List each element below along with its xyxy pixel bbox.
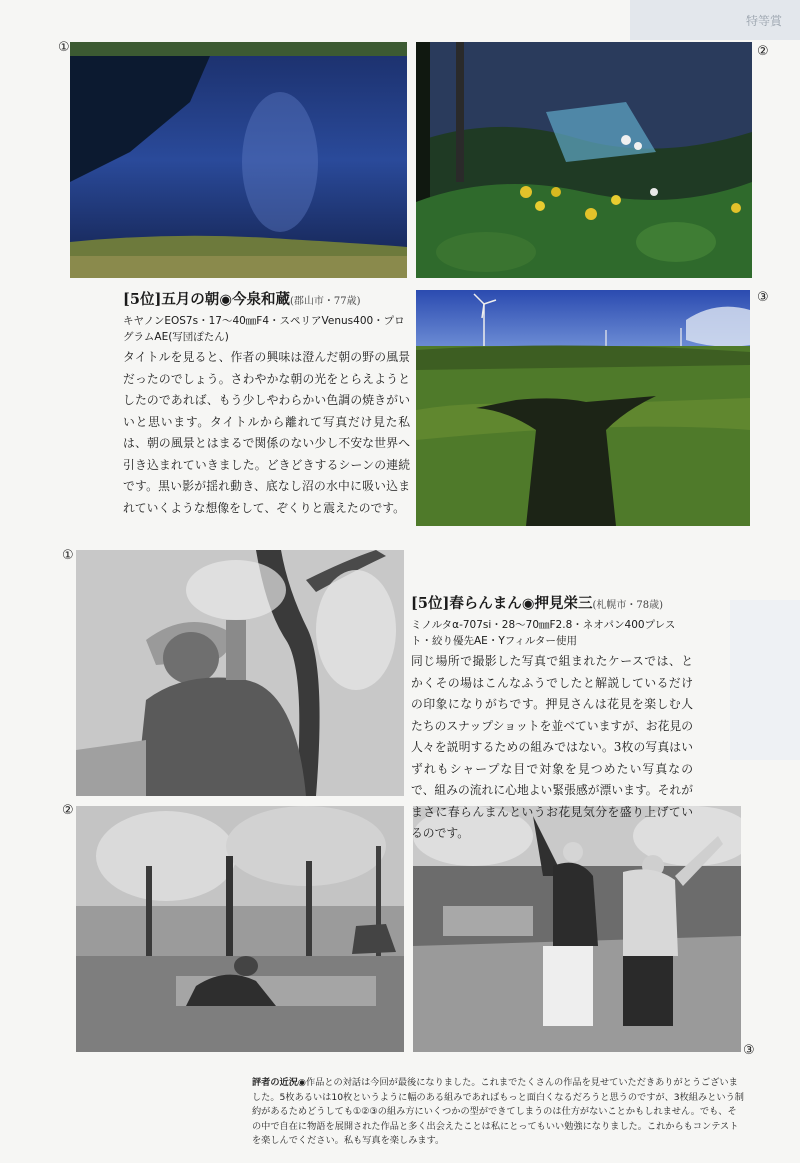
section-tab <box>630 0 800 40</box>
photo-number-2a: ① <box>62 548 74 563</box>
section2-body: 同じ場所で撮影した写真で組まれたケースでは、とかくその場はこんなふうでしたと解説しているだけの印象になりがちです。押見さんは花見を楽しむ人たちのスナップショットを並べていますが、お花見の人々を説明するための組みではない。3枚の写真はいずれもシャープな目で対象を見つめたい写真なので、組みの流れに心地よい緊張感が漂います。それがまさに春らんまんというお花見気分を盛り上げているのです。 <box>411 654 693 840</box>
section1-title <box>123 288 410 309</box>
section1-marker: ◉ <box>219 291 232 308</box>
photo-picnic-grove <box>76 806 404 1052</box>
section1-rank: [5位] <box>123 291 162 308</box>
section1-work-title: 五月の朝 <box>161 291 220 308</box>
photo-number-2b: ② <box>62 803 74 818</box>
section2-author: 押見栄三 <box>534 595 593 612</box>
photo-meadow-shadow <box>416 290 750 526</box>
section1-spec: キヤノンEOS7s・17〜40㎜F4・スペリアVenus400・プログラムAE(写団ぽたん) <box>123 315 405 343</box>
section2-text <box>411 592 693 845</box>
photo-pond-morning <box>70 42 407 278</box>
photo-number-2c: ③ <box>743 1043 755 1058</box>
reviewer-note <box>252 1076 744 1149</box>
side-band <box>730 600 800 760</box>
section2-title <box>411 592 693 613</box>
section1-meta: (郡山市・77歳) <box>289 296 361 307</box>
section2-spec: ミノルタα-707si・28〜70㎜F2.8・ネオパン400プレスト・絞り優先AE・Yフィルター使用 <box>411 619 676 647</box>
section1-body: タイトルを見ると、作者の興味は澄んだ朝の野の風景だったのでしょう。さわやかな朝の光をとらえようとしたのであれば、もう少しやわらかい色調の焼きがいいと思います。タイトルから離れて写真だけ見た私は、朝の風景とはまるで関係のない少し不安な世界へ引き込まれていきました。どきどきするシーンの連続です。黒い影が揺れ動き、底なし沼の水中に吸い込まれていくような想像をして、ぞくりと震えたのです。 <box>123 350 410 515</box>
section2-marker: ◉ <box>521 595 535 612</box>
photo-number-1a: ① <box>58 40 70 55</box>
photo-woman-blossoms <box>76 550 404 796</box>
section2-meta: (札幌市・78歳) <box>592 600 663 611</box>
section1-text <box>123 288 410 519</box>
section1-author: 今泉和蔵 <box>231 291 290 308</box>
section-tab-label: 特等賞 <box>745 14 782 28</box>
photo-forest-flowers <box>416 42 752 278</box>
reviewer-note-text: 作品との対話は今回が最後になりました。これまでたくさんの作品を見せていただきありがとうございました。5枚あるいは10枚というように幅のある組みであればもっと面白くなるだろうと思うのですが、3枚組みという制約があるためどうしても①②③の組み方にいくつかの型ができてしまうのは仕方がないことかもしれません。でも、その中で自在に物語を展開された作品と多く出会えたことは私にとってもいい勉強になりました。これからもコンテストを楽しんでください。私も写真を楽しみます。 <box>252 1077 744 1146</box>
photo-number-1b: ② <box>757 44 769 59</box>
section2-work-title: 春らんまん <box>449 595 522 612</box>
photo-number-1c: ③ <box>757 290 769 305</box>
reviewer-note-label: 評者の近況◉ <box>252 1077 306 1088</box>
section2-rank: [5位] <box>411 595 450 612</box>
